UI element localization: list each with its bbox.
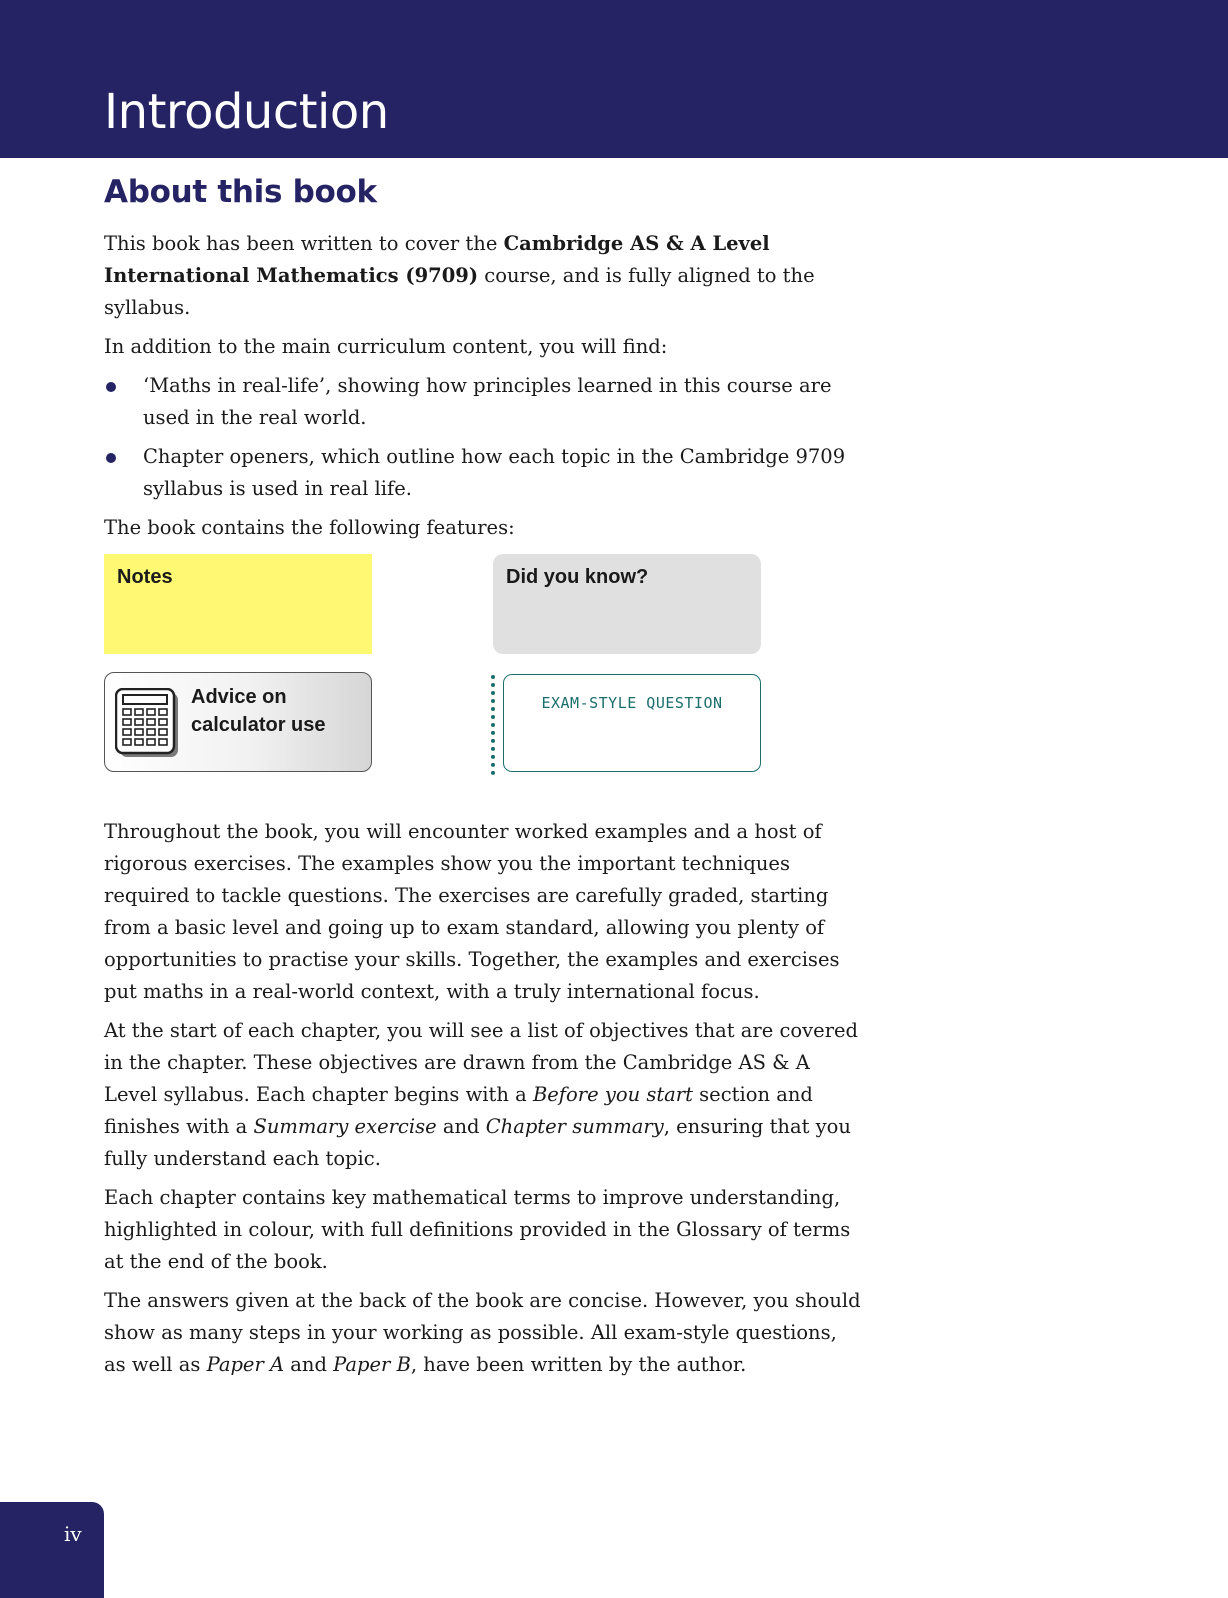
list-item: [104, 370, 864, 434]
list-item-text: Chapter openers, which outline how each topic in the Cambridge 9709 syllabus is used in real life.: [143, 445, 846, 500]
calculator-advice-line-1: Advice on: [191, 686, 287, 708]
summary-exercise-term: Summary exercise: [253, 1115, 437, 1138]
did-you-know-feature-box: [493, 554, 761, 654]
list-item: [104, 441, 864, 505]
objectives-text-2: section and finishes with a: [104, 1083, 813, 1138]
calculator-icon: [115, 688, 179, 758]
exam-style-question-feature-box: [503, 674, 761, 772]
paper-b-term: Paper B: [333, 1353, 411, 1376]
bullet-icon: [106, 382, 116, 392]
calculator-advice-line-2: calculator use: [191, 714, 326, 736]
objectives-text-3: and: [436, 1115, 486, 1138]
answers-text-1: The answers given at the back of the book are concise. However, you should show as many steps in your working as possible. All exam-style questions, as well as: [104, 1289, 861, 1376]
chapter-summary-term: Chapter summary: [485, 1115, 664, 1138]
objectives-text-1: At the start of each chapter, you will see a list of objectives that are covered in the chapter. These objectives are drawn from the Cambridge AS & A Level syllabus. Each chapter begins with a: [104, 1019, 859, 1106]
calculator-advice-feature-box: [104, 672, 372, 772]
paper-a-term: Paper A: [206, 1353, 285, 1376]
main-content: [104, 228, 864, 1388]
notes-feature-box: [104, 554, 372, 654]
list-item-text: ‘Maths in real-life’, showing how principles learned in this course are used in the real world.: [143, 374, 832, 429]
worked-examples-paragraph: Throughout the book, you will encounter worked examples and a host of rigorous exercises. The examples show you the important techniques required to tackle questions. The exercises are carefully graded, starting from a basic level and going up to exam standard, allowing you plenty of opportunities to practise your skills. Together, the examples and exercises put maths in a real-world context, with a truly international focus.: [104, 820, 840, 1003]
page-number: iv: [64, 1522, 82, 1546]
page-number-tab: [0, 1502, 104, 1598]
additional-content-paragraph: In addition to the main curriculum content, you will find:: [104, 335, 668, 358]
answers-text-3: , have been written by the author.: [410, 1353, 747, 1376]
chapter-title: Introduction: [104, 84, 389, 140]
exam-style-question-label: EXAM-STYLE QUESTION: [541, 694, 723, 712]
objectives-paragraph: [104, 1015, 864, 1175]
bullet-list: [104, 370, 864, 505]
did-you-know-label: Did you know?: [506, 566, 649, 588]
before-you-start-term: Before you start: [532, 1083, 693, 1106]
section-heading: About this book: [104, 174, 377, 210]
features-panel: [104, 554, 864, 798]
features-intro-paragraph: The book contains the following features:: [104, 516, 515, 539]
intro-text-end: course, and is fully aligned to the syllabus.: [104, 264, 815, 319]
answers-paragraph: [104, 1285, 864, 1381]
objectives-text-4: , ensuring that you fully understand each topic.: [104, 1115, 851, 1170]
glossary-paragraph: Each chapter contains key mathematical terms to improve understanding, highlighted in colour, with full definitions provided in the Glossary of terms at the end of the book.: [104, 1186, 851, 1273]
course-name: Cambridge AS & A Level International Mathematics (9709): [104, 232, 770, 287]
notes-label: Notes: [117, 566, 173, 588]
intro-text-start: This book has been written to cover the: [104, 232, 504, 255]
answers-text-2: and: [284, 1353, 334, 1376]
exam-dotted-rule: [491, 675, 499, 775]
bullet-icon: [106, 453, 116, 463]
intro-paragraph: [104, 228, 864, 324]
calculator-advice-label: [191, 683, 361, 739]
